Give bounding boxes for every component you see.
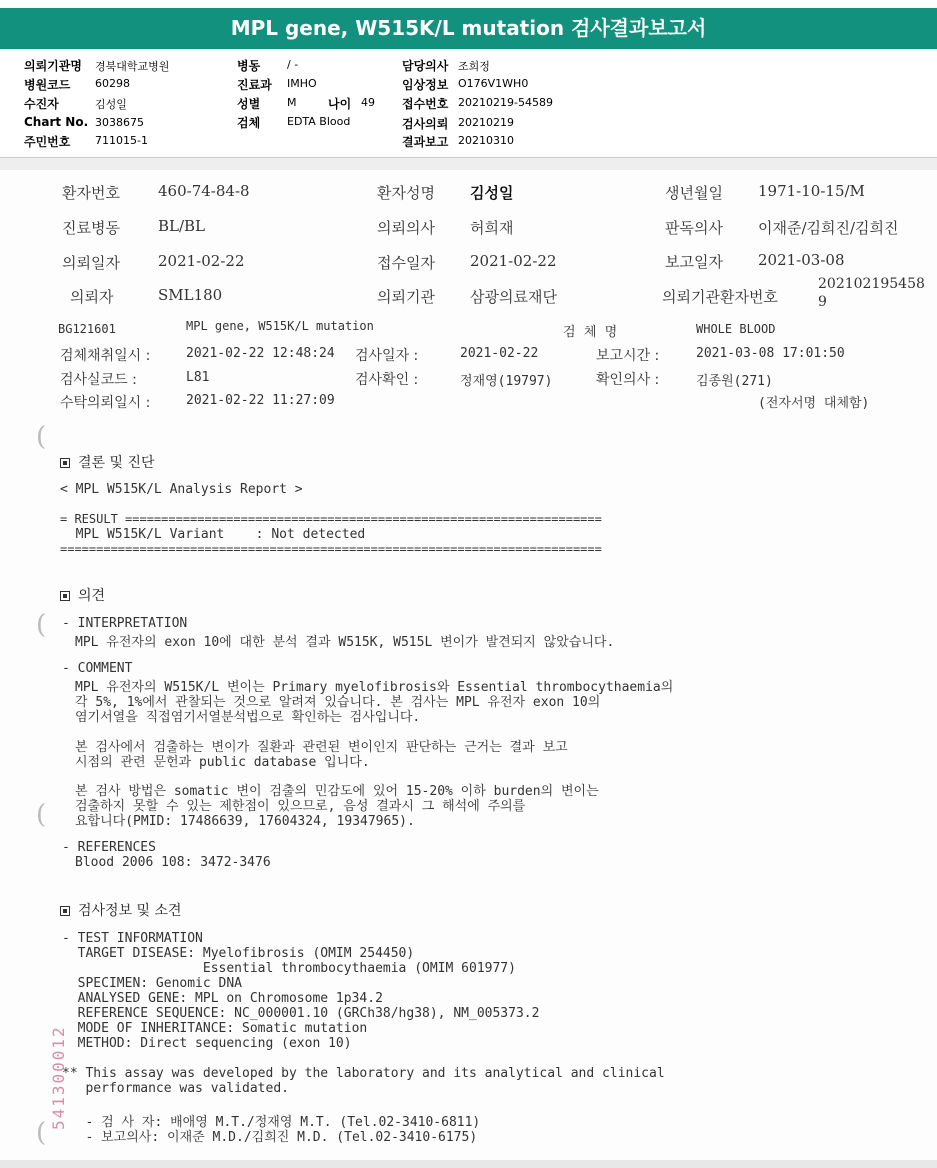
receipt-date-label: 접수일자 bbox=[377, 254, 435, 272]
requesting-doctor-value: 허희재 bbox=[470, 219, 514, 237]
resident-no-label: 주민번호 bbox=[24, 135, 71, 149]
requester-label: 의뢰자 bbox=[70, 288, 114, 306]
signer-line: - 보고의사: 이재준 M.D./김희진 M.D. (Tel.02-3410-6175) bbox=[62, 1130, 478, 1145]
chart-no-label: Chart No. bbox=[24, 115, 89, 129]
comment-line: 시점의 관련 문헌과 public database 입니다. bbox=[75, 755, 370, 770]
birthdate-label: 생년월일 bbox=[665, 184, 723, 202]
test-code: BG121601 bbox=[58, 322, 116, 336]
interpretation-text: MPL 유전자의 exon 10에 대한 분석 결과 W515K, W515L 변이가 발견되지 않았습니다. bbox=[75, 635, 615, 650]
ward-dept-value: BL/BL bbox=[158, 217, 206, 235]
test-check-value: 정재영(19797) bbox=[460, 374, 553, 389]
comment-line: 본 검사에서 검출하는 변이가 질환과 관련된 변이인지 판단하는 근거는 결과 보고 bbox=[75, 740, 568, 755]
report-time-label: 보고시간 : bbox=[596, 348, 660, 364]
referral-time-value: 2021-02-22 11:27:09 bbox=[186, 393, 335, 408]
test-date-value: 2021-02-22 bbox=[460, 346, 539, 361]
patient-label: 수진자 bbox=[24, 97, 59, 111]
collection-time-label: 검체채취일시 : bbox=[60, 348, 151, 364]
scanned-report bbox=[0, 170, 937, 1160]
section-marker-icon bbox=[60, 458, 70, 468]
patient-value: 김성일 bbox=[95, 98, 127, 111]
comment-line: 각 5%, 1%에서 관찰되는 것으로 알려져 있습니다. 본 검사는 MPL 유전자 exon 10의 bbox=[75, 695, 601, 710]
testinfo-section-title bbox=[60, 900, 182, 920]
comment-line: 검출하지 못할 수 있는 제한점이 있으므로, 음성 결과시 그 해석에 주의를 bbox=[75, 799, 526, 814]
report-date-value: 20210310 bbox=[458, 134, 514, 147]
testinfo-line: SPECIMEN: Genomic DNA bbox=[62, 976, 243, 991]
stamp-text: 541300012 bbox=[49, 1025, 68, 1130]
testinfo-line: REFERENCE SEQUENCE: NC_000001.10 (GRCh38/hg38), NM_005373.2 bbox=[62, 1006, 540, 1021]
birthdate-value: 1971-10-15/M bbox=[758, 182, 865, 200]
patient-name-value: 김성일 bbox=[470, 184, 514, 202]
scan-bracket-mark: ( bbox=[36, 800, 47, 830]
result-line: = RESULT ================================================================== bbox=[60, 512, 602, 526]
comment-line: 염기서열을 직접염기서열분석법으로 확인하는 검사입니다. bbox=[75, 710, 421, 725]
variant-result: MPL W515K/L Variant : Not detected bbox=[60, 527, 366, 542]
report-time-value: 2021-03-08 17:01:50 bbox=[696, 346, 845, 361]
assay-note-line: performance was validated. bbox=[62, 1081, 289, 1096]
interpretation-heading: - INTERPRETATION bbox=[62, 616, 188, 631]
chart-no-value: 3038675 bbox=[95, 116, 144, 129]
section-marker-icon bbox=[60, 591, 70, 601]
ward-dept-label: 진료병동 bbox=[62, 219, 120, 237]
signer-line: - 검 사 자: 배애영 M.T./정재영 M.T. (Tel.02-3410-6811) bbox=[62, 1115, 481, 1130]
assay-note-line: ** This assay was developed by the laboratory and its analytical and clinical bbox=[62, 1066, 665, 1081]
hospital-code-label: 병원코드 bbox=[24, 78, 71, 92]
testinfo-line: MODE OF INHERITANCE: Somatic mutation bbox=[62, 1021, 368, 1036]
reading-doctor-value: 이재준/김희진/김희진 bbox=[758, 219, 899, 237]
institution-patient-no-value-wrap: 9 bbox=[818, 294, 827, 310]
department-value: IMHO bbox=[287, 77, 317, 90]
sex-value: M bbox=[287, 96, 297, 109]
order-date-label: 의뢰일자 bbox=[62, 254, 120, 272]
opinion-title-text: 의견 bbox=[78, 588, 106, 604]
specimen-type-label: 검체 bbox=[237, 116, 261, 130]
esign-note: (전자서명 대체함) bbox=[758, 396, 870, 411]
specimen-type-value: EDTA Blood bbox=[287, 115, 351, 128]
requesting-institution-value: 삼광의료재단 bbox=[470, 288, 557, 306]
scan-bracket-mark: ( bbox=[36, 422, 47, 452]
patient-id-label: 환자번호 bbox=[62, 184, 120, 202]
issue-date-value: 2021-03-08 bbox=[758, 251, 845, 269]
receipt-no-label: 접수번호 bbox=[402, 97, 449, 111]
report-header bbox=[0, 49, 937, 158]
report-name: < MPL W515K/L Analysis Report > bbox=[60, 482, 303, 497]
testinfo-line: Essential thrombocythaemia (OMIM 601977) bbox=[62, 961, 516, 976]
hospital-name-label: 의뢰기관명 bbox=[24, 59, 82, 73]
section-marker-icon bbox=[60, 906, 70, 916]
confirming-doctor-value: 김종원(271) bbox=[696, 374, 773, 389]
testinfo-title-text: 검사정보 및 소견 bbox=[78, 903, 182, 919]
sex-label: 성별 bbox=[237, 97, 261, 111]
collection-time-value: 2021-02-22 12:48:24 bbox=[186, 346, 335, 361]
opinion-section-title bbox=[60, 585, 105, 605]
resident-no-value: 711015-1 bbox=[95, 134, 148, 147]
requesting-institution-label: 의뢰기관 bbox=[377, 288, 435, 306]
testinfo-line: METHOD: Direct sequencing (exon 10) bbox=[62, 1036, 352, 1051]
age-value: 49 bbox=[361, 96, 375, 109]
order-date-value: 2021-02-22 bbox=[158, 252, 245, 270]
specimen-name-label: 검 체 명 bbox=[563, 325, 618, 340]
clinical-info-label: 임상정보 bbox=[402, 78, 449, 92]
hospital-code-value: 60298 bbox=[95, 77, 130, 90]
institution-patient-no-label: 의뢰기관환자번호 bbox=[662, 288, 778, 306]
testinfo-line: - TEST INFORMATION bbox=[62, 931, 203, 946]
clinical-info-value: O176V1WH0 bbox=[458, 77, 529, 90]
page-bottom-band bbox=[0, 1160, 937, 1168]
issue-date-label: 보고일자 bbox=[665, 253, 723, 271]
ward-label: 병동 bbox=[237, 59, 261, 73]
scan-bracket-mark: ( bbox=[36, 610, 47, 640]
references-heading: - REFERENCES bbox=[62, 840, 156, 855]
testinfo-line: TARGET DISEASE: Myelofibrosis (OMIM 254450) bbox=[62, 946, 415, 961]
institution-patient-no-value: 202102195458 bbox=[818, 276, 925, 292]
reference-text: Blood 2006 108: 3472-3476 bbox=[75, 855, 271, 870]
referral-time-label: 수탁의뢰일시 : bbox=[60, 395, 151, 411]
requesting-doctor-label: 의뢰의사 bbox=[377, 219, 435, 237]
specimen-name-value: WHOLE BLOOD bbox=[696, 322, 776, 336]
report-title: MPL gene, W515K/L mutation 검사결과보고서 bbox=[0, 8, 937, 49]
test-check-label: 검사확인 : bbox=[355, 372, 419, 388]
department-label: 진료과 bbox=[237, 78, 272, 92]
requester-value: SML180 bbox=[158, 286, 223, 304]
comment-line: MPL 유전자의 W515K/L 변이는 Primary myelofibrosis와 Essential thrombocythaemia의 bbox=[75, 680, 674, 695]
testinfo-line: ANALYSED GENE: MPL on Chromosome 1p34.2 bbox=[62, 991, 383, 1006]
patient-id-value: 460-74-84-8 bbox=[158, 182, 250, 200]
result-divider: =========================================================================== bbox=[60, 542, 602, 556]
receipt-no-value: 20210219-54589 bbox=[458, 96, 553, 109]
request-date-label: 검사의뢰 bbox=[402, 117, 449, 131]
report-date-label: 결과보고 bbox=[402, 135, 449, 149]
conclusion-title-text: 결론 및 진단 bbox=[78, 455, 155, 471]
age-label: 나이 bbox=[328, 97, 352, 111]
comment-line: 본 검사 방법은 somatic 변이 검출의 민감도에 있어 15-20% 이하 burden의 변이는 bbox=[75, 784, 599, 799]
confirming-doctor-label: 확인의사 : bbox=[596, 372, 660, 388]
doctor-label: 담당의사 bbox=[402, 59, 449, 73]
request-date-value: 20210219 bbox=[458, 116, 514, 129]
test-date-label: 검사일자 : bbox=[355, 348, 419, 364]
patient-name-label: 환자성명 bbox=[377, 184, 435, 202]
comment-heading: - COMMENT bbox=[62, 661, 133, 676]
hospital-name-value: 경북대학교병원 bbox=[95, 60, 170, 73]
header-separator bbox=[0, 158, 937, 170]
lab-code-label: 검사실코드 : bbox=[60, 372, 137, 388]
scan-bracket-mark: ( bbox=[36, 1118, 47, 1148]
receipt-date-value: 2021-02-22 bbox=[470, 252, 557, 270]
lab-code-value: L81 bbox=[186, 370, 210, 385]
comment-line: 요합니다(PMID: 17486639, 17604324, 19347965). bbox=[75, 814, 415, 829]
ward-value: / - bbox=[287, 58, 299, 71]
doctor-value: 조희정 bbox=[458, 60, 490, 73]
reading-doctor-label: 판독의사 bbox=[665, 219, 723, 237]
test-name: MPL gene, W515K/L mutation bbox=[186, 319, 374, 333]
conclusion-section-title bbox=[60, 452, 155, 472]
vertical-stamp-number bbox=[30, 1012, 90, 1132]
